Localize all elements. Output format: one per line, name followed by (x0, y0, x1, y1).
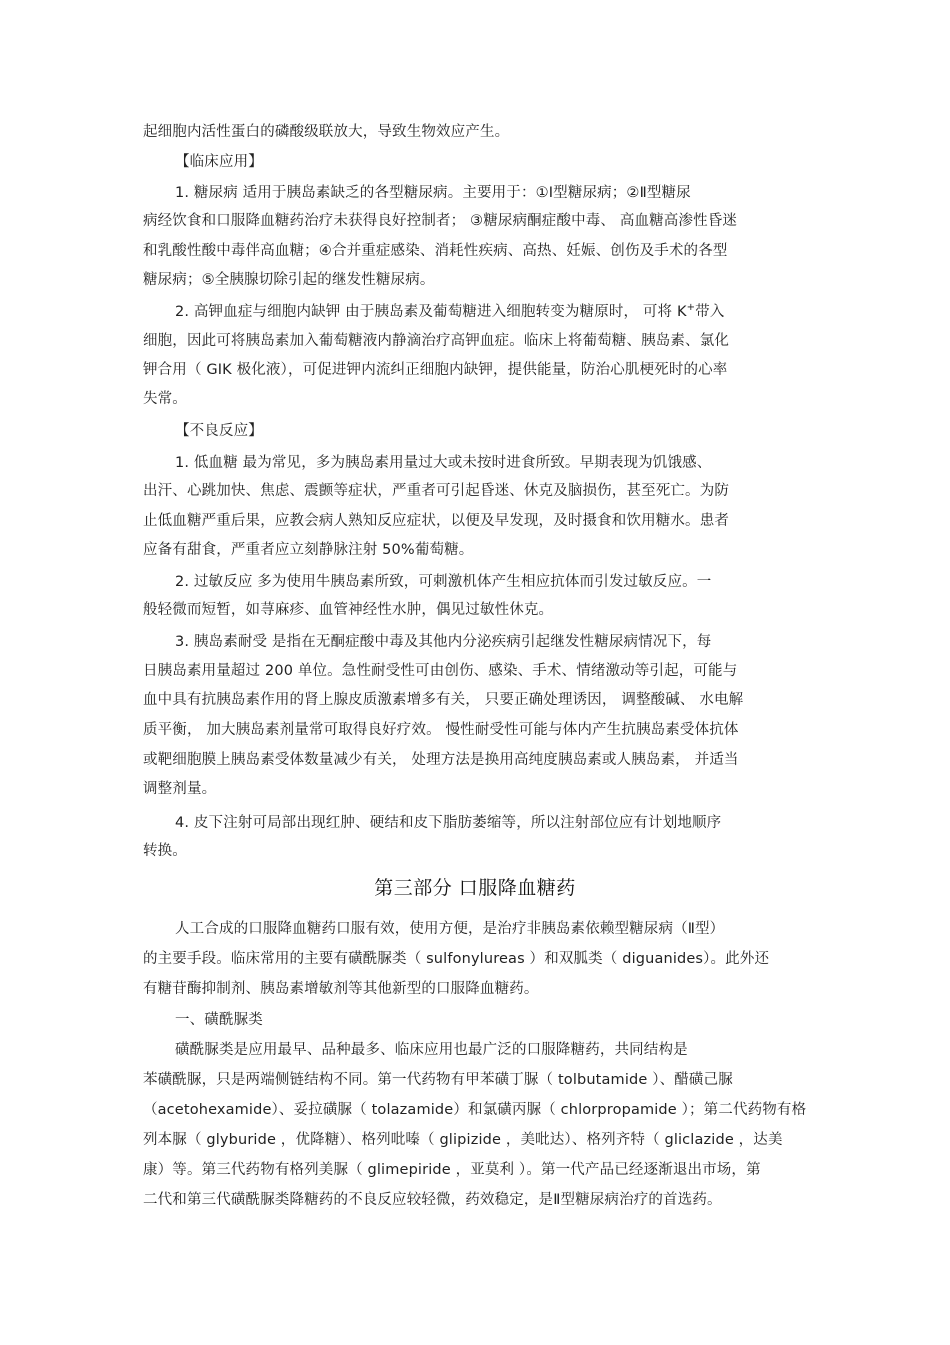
paragraph-line: 失常。 (143, 391, 187, 407)
paragraph-line: 人工合成的口服降血糖药口服有效，使用方便，是治疗非胰岛素依赖型糖尿病（Ⅱ型） (175, 921, 725, 937)
clinical-application-heading: 【临床应用】 (175, 154, 263, 170)
paragraph-line: 止低血糖严重后果，应教会病人熟知反应症状，以便及早发现，及时摄食和饮用糖水。患者 (143, 513, 729, 529)
paragraph-line: 1. 低血糖 最为常见，多为胰岛素用量过大或未按时进食所致。早期表现为饥饿感、 (175, 455, 712, 471)
paragraph-line: 或靶细胞膜上胰岛素受体数量减少有关， 处理方法是换用高纯度胰岛素或人胰岛素， 并适当 (143, 752, 739, 768)
paragraph-line: 康）等。第三代药物有格列美脲（ glimepiride ，亚莫利 ）。第一代产品已经逐渐退出市场，第 (143, 1162, 761, 1178)
paragraph-line: 1. 糖尿病 适用于胰岛素缺乏的各型糖尿病。主要用于：①Ⅰ型糖尿病；②Ⅱ型糖尿 (175, 185, 691, 201)
paragraph-line: 出汗、心跳加快、焦虑、震颤等症状，严重者可引起昏迷、休克及脑损伤，甚至死亡。为防 (143, 483, 729, 499)
paragraph-line: 磺酰脲类是应用最早、品种最多、临床应用也最广泛的口服降糖药，共同结构是 (175, 1042, 688, 1058)
paragraph-line: 2. 过敏反应 多为使用牛胰岛素所致，可刺激机体产生相应抗体而引发过敏反应。一 (175, 574, 712, 590)
paragraph-line: 般轻微而短暂，如荨麻疹、血管神经性水肿，偶见过敏性休克。 (143, 602, 554, 618)
paragraph-line: 病经饮食和口服降血糖药治疗未获得良好控制者； ③糖尿病酮症酸中毒、 高血糖高渗性昏迷 (143, 213, 738, 229)
superscript-plus: + (686, 302, 696, 314)
paragraph-line: 质平衡， 加大胰岛素剂量常可取得良好疗效。 慢性耐受性可能与体内产生抗胰岛素受体抗体 (143, 722, 739, 738)
paragraph-line: 二代和第三代磺酰脲类降糖药的不良反应较轻微，药效稳定，是Ⅱ型糖尿病治疗的首选药。 (143, 1192, 722, 1208)
paragraph-line: 4. 皮下注射可局部出现红肿、硬结和皮下脂肪萎缩等，所以注射部位应有计划地顺序 (175, 815, 722, 831)
text-segment: 带入 (695, 304, 725, 320)
paragraph-line: 应备有甜食，严重者应立刻静脉注射 50%葡萄糖。 (143, 542, 474, 558)
adverse-reaction-heading: 【不良反应】 (175, 423, 263, 439)
paragraph-line: 列本脲（ glyburide ，优降糖）、格列吡嗪（ glipizide ，美吡达）、格列齐特（ gliclazide ，达美 (143, 1132, 783, 1148)
paragraph-line: 起细胞内活性蛋白的磷酸级联放大，导致生物效应产生。 (143, 124, 510, 140)
paragraph-line (175, 302, 724, 322)
paragraph-line: 转换。 (143, 843, 187, 859)
paragraph-line: 调整剂量。 (143, 781, 217, 797)
section-title: 第三部分 口服降血糖药 (374, 877, 576, 899)
sulfonylurea-subheading: 一、磺酰脲类 (175, 1012, 263, 1028)
paragraph-line: 日胰岛素用量超过 200 单位。急性耐受性可由创伤、感染、手术、情绪激动等引起，可能与 (143, 663, 738, 679)
paragraph-line: 3. 胰岛素耐受 是指在无酮症酸中毒及其他内分泌疾病引起继发性糖尿病情况下，每 (175, 634, 712, 650)
paragraph-line: （acetohexamide）、妥拉磺脲（ tolazamide）和氯磺丙脲（ chlorpropamide ）；第二代药物有格 (143, 1102, 807, 1118)
paragraph-line: 有糖苷酶抑制剂、胰岛素增敏剂等其他新型的口服降血糖药。 (143, 981, 539, 997)
paragraph-line: 血中具有抗胰岛素作用的肾上腺皮质激素增多有关， 只要正确处理诱因， 调整酸碱、 水电解 (143, 692, 744, 708)
text-segment: 2. 高钾血症与细胞内缺钾 由于胰岛素及葡萄糖进入细胞转变为糖原时， 可将 K (175, 304, 687, 320)
paragraph-line: 苯磺酰脲，只是两端侧链结构不同。第一代药物有甲苯磺丁脲（ tolbutamide ）、醋磺己脲 (143, 1072, 733, 1088)
paragraph-line: 和乳酸性酸中毒伴高血糖；④合并重症感染、消耗性疾病、高热、妊娠、创伤及手术的各型 (143, 243, 728, 259)
paragraph-line: 钾合用（ GIK 极化液），可促进钾内流纠正细胞内缺钾，提供能量，防治心肌梗死时的心率 (143, 362, 728, 378)
paragraph-line: 糖尿病；⑤全胰腺切除引起的继发性糖尿病。 (143, 272, 435, 288)
paragraph-line: 的主要手段。临床常用的主要有磺酰脲类（ sulfonylureas ）和双胍类（ diguanides）。此外还 (143, 951, 770, 967)
paragraph-line: 细胞，因此可将胰岛素加入葡萄糖液内静滴治疗高钾血症。临床上将葡萄糖、胰岛素、氯化 (143, 333, 729, 349)
